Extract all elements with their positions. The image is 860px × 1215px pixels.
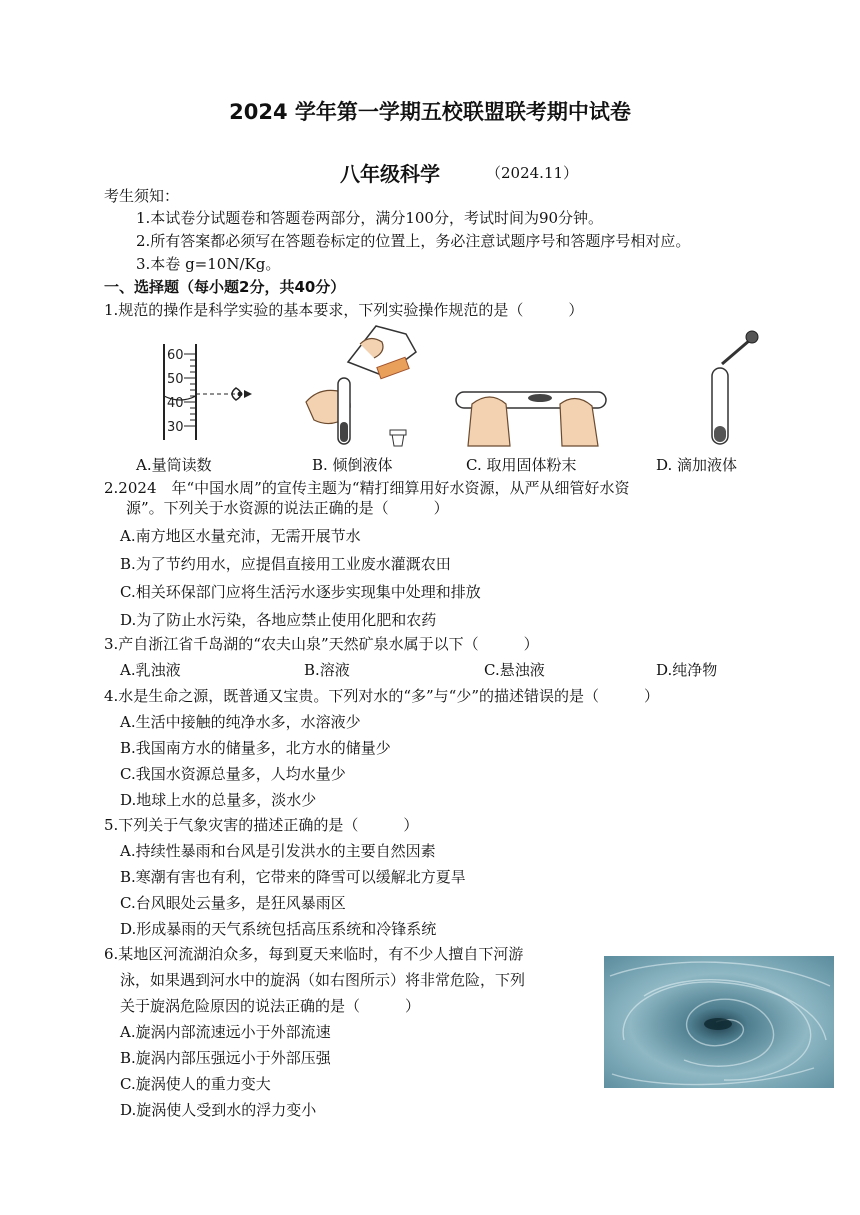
option-label: D.形成暴雨的天气系统包括高压系统和冷锋系统 [120,920,437,938]
question-stem: 2.2024 年“中国水周”的宣传主题为“精打细算用好水资源，从严从细管好水资 [104,479,630,497]
exam-title: 2024 学年第一学期五校联盟联考期中试卷 [229,100,631,124]
option-label: C.台风眼处云量多，是狂风暴雨区 [120,894,346,912]
exam-date: （2024.11） [486,164,579,182]
question-stem: 3.产自浙江省千岛湖的“农夫山泉”天然矿泉水属于以下（ ） [104,635,539,653]
option-label: B.寒潮有害也有利，它带来的降雪可以缓解北方夏旱 [120,868,466,886]
question-stem: 泳，如果遇到河水中的旋涡（如右图所示）将非常危险，下列 [120,971,526,989]
cylinder-mark: 50 [167,372,184,387]
solid-powder-figure [450,370,610,450]
option-label: D. 滴加液体 [656,456,738,474]
option-label: C. 取用固体粉末 [466,456,577,474]
question-stem: 源”。下列关于水资源的说法正确的是（ ） [126,499,449,517]
option-label: C.相关环保部门应将生活污水逐步实现集中处理和排放 [120,583,481,601]
option-label: A.旋涡内部流速远小于外部流速 [120,1023,331,1041]
option-label: D.地球上水的总量多，淡水少 [120,791,317,809]
question-stem: 4.水是生命之源，既普通又宝贵。下列对水的“多”与“少”的描述错误的是（ ） [104,687,659,705]
question-stem: 6.某地区河流湖泊众多，每到夏天来临时，有不少人擅自下河游 [104,945,524,963]
option-label: A.乳浊液 [120,661,181,679]
option-label: C.我国水资源总量多，人均水量少 [120,765,346,783]
option-label: D.旋涡使人受到水的浮力变小 [120,1101,317,1119]
whirlpool-image [604,956,834,1088]
option-label: B.溶液 [304,661,350,679]
question-stem: 1.规范的操作是科学实验的基本要求，下列实验操作规范的是（ ） [104,301,584,319]
notice-item: 3.本卷 g=10N/Kg。 [136,255,281,273]
dropper-figure [700,328,760,448]
option-label: A.量筒读数 [136,456,212,474]
option-label: A.持续性暴雨和台风是引发洪水的主要自然因素 [120,842,436,860]
notice-item: 2.所有答案都必须写在答题卷标定的位置上，务必注意试题序号和答题序号相对应。 [136,232,691,250]
option-label: D.为了防止水污染，各地应禁止使用化肥和农药 [120,611,437,629]
question-stem: 5.下列关于气象灾害的描述正确的是（ ） [104,816,419,834]
option-label: A.生活中接触的纯净水多，水溶液少 [120,713,361,731]
option-label: A.南方地区水量充沛，无需开展节水 [120,527,361,545]
notice-heading: 考生须知： [104,187,180,205]
option-label: B.旋涡内部压强远小于外部压强 [120,1049,331,1067]
pouring-liquid-figure [300,322,430,448]
cylinder-mark: 30 [167,420,184,435]
notice-item: 1.本试卷分试题卷和答题卷两部分，满分100分，考试时间为90分钟。 [136,209,604,227]
hand-icon [468,397,510,446]
question-stem: 关于旋涡危险原因的说法正确的是（ ） [120,997,421,1015]
option-label: C.旋涡使人的重力变大 [120,1075,271,1093]
option-label: C.悬浊液 [484,661,545,679]
hand-icon [560,398,598,446]
exam-subtitle: 八年级科学 [340,162,440,186]
cylinder-mark: 60 [167,348,184,363]
option-label: B.为了节约用水，应提倡直接用工业废水灌溉农田 [120,555,451,573]
option-label: B. 倾倒液体 [312,456,393,474]
option-label: B.我国南方水的储量多，北方水的储量少 [120,739,391,757]
section-heading: 一、选择题（每小题2分，共40分） [104,278,346,296]
option-label: D.纯净物 [656,661,718,679]
measuring-cylinder-figure [150,340,270,444]
cylinder-mark: 40 [167,396,184,411]
